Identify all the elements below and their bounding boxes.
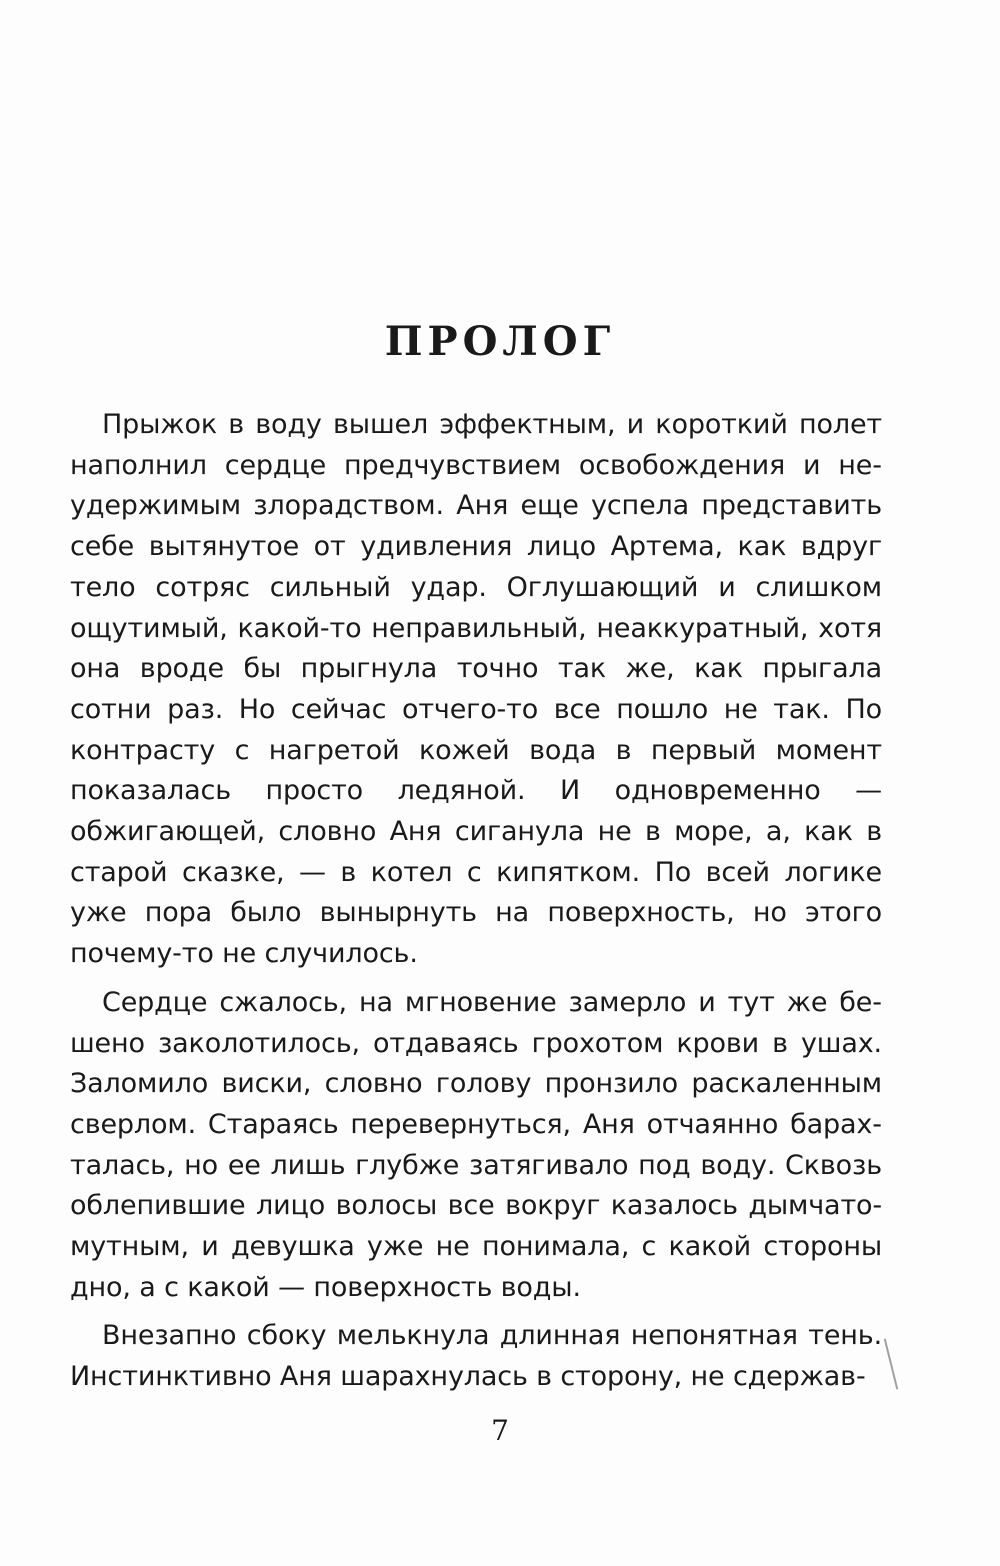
page-edge-mark	[884, 1339, 899, 1390]
paragraph-1: Прыжок в воду вышел эффектным, и короткий полет наполнил сердце предчувствием освобождения и неудержимым злорадством. Аня еще успела представить себе вытянутое от удивления лицо Артема, как вдруг тело сотряс сильный удар. Оглушающий и слишком ощутимый, какой-то неправильный, неаккуратный, хотя она вроде бы прыгнула точно так же, как прыгала сотни раз. Но сейчас отчего-то все пошло не так. По контрасту с нагретой кожей вода в первый момент показалась просто ледяной. И одновременно — обжигающей, словно Аня сиганула не в море, а, как в старой сказке, — в котел с кипятком. По всей логике уже пора было вынырнуть на поверхность, но этого почему-то не случилось.	[70, 409, 882, 970]
paragraph-3: Внезапно сбоку мелькнула длинная непонятная тень. Инстинктивно Аня шарахнулась в сторону, не сдержав-	[70, 1320, 882, 1393]
chapter-title: ПРОЛОГ	[384, 318, 616, 365]
chapter-body	[70, 405, 882, 1406]
page-number: 7	[491, 1414, 509, 1447]
paragraph-2: Сердце сжалось, на мгновение замерло и тут же бешено заколотилось, отдаваясь грохотом крови в ушах. Заломило виски, словно голову пронзило раскаленным сверлом. Стараясь перевернуться, Аня отчаянно барахталась, но ее лишь глубже затягивало под воду. Сквозь облепившие лицо волосы все вокруг казалось дымчато-мутным, и девушка уже не понимала, с какой стороны дно, а с какой — поверхность воды.	[70, 986, 882, 1303]
